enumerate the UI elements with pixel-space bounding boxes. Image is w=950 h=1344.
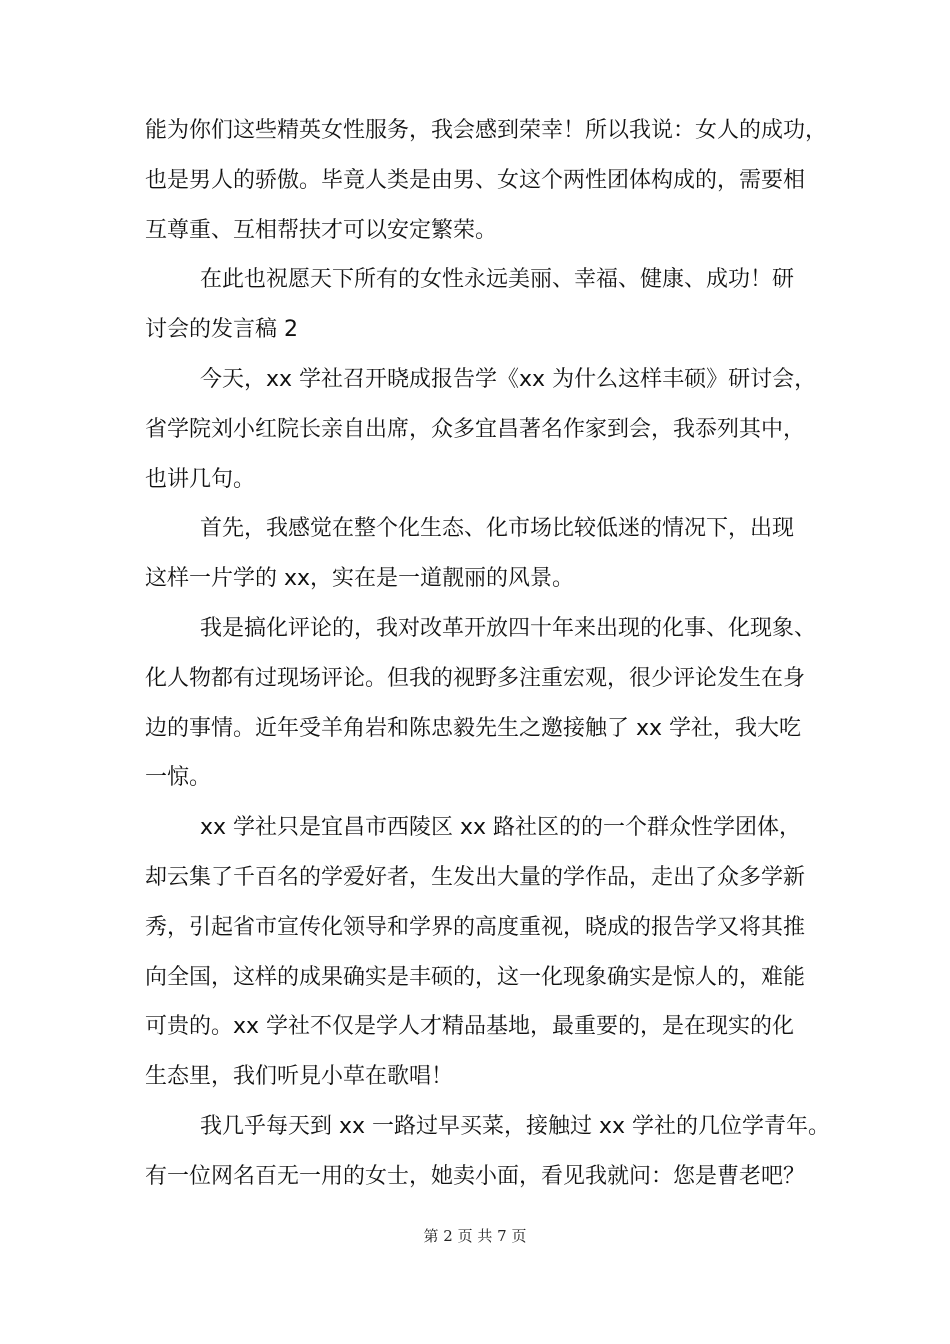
text-line: 互尊重、互相帮扶才可以安定繁荣。 [145, 217, 498, 243]
text-line: 一惊。 [145, 765, 212, 791]
page-number-footer: 第 2 页 共 7 页 [423, 1227, 527, 1245]
paragraph-start-line: 我是搞化评论的，我对改革开放四十年来出现的化事、化现象、 [200, 615, 817, 641]
text-line: 生态里，我们听見小草在歌唱！ [145, 1064, 454, 1090]
text-line: 讨会的发言稿 2 [145, 317, 298, 343]
text-line: 化人物都有过现场评论。但我的视野多注重宏观，很少评论发生在身 [145, 665, 806, 691]
text-line: 可贵的。xx 学社不仅是学人才精品基地，最重要的，是在现实的化 [145, 1014, 795, 1040]
text-line: 也讲几句。 [145, 466, 256, 492]
text-line: 有一位网名百无一用的女士，她卖小面，看见我就问：您是曹老吧？ [145, 1163, 806, 1189]
text-line: 却云集了千百名的学爱好者，生发出大量的学作品，走出了众多学新 [145, 864, 806, 890]
text-line: 也是男人的骄傲。毕竟人类是由男、女这个两性团体构成的，需要相 [145, 167, 806, 193]
text-line: 秀，引起省市宣传化领导和学界的高度重视，晓成的报告学又将其推 [145, 914, 806, 940]
paragraph-start-line: xx 学社只是宜昌市西陵区 xx 路社区的的一个群众性学团体， [200, 815, 802, 841]
text-line: 省学院刘小红院长亲自出席，众多宜昌著名作家到会，我忝列其中， [145, 416, 806, 442]
paragraph-start-line: 我几乎每天到 xx 一路过早买菜，接触过 xx 学社的几位学青年。 [200, 1113, 831, 1139]
paragraph-start-line: 首先，我感觉在整个化生态、化市场比较低迷的情况下，出现 [200, 516, 795, 542]
paragraph-start-line: 今天，xx 学社召开晓成报告学《xx 为什么这样丰硕》研讨会， [200, 366, 817, 392]
text-line: 能为你们这些精英女性服务，我会感到荣幸！所以我说：女人的成功， [145, 118, 828, 143]
text-line: 向全国，这样的成果确实是丰硕的，这一化现象确实是惊人的，难能 [145, 964, 806, 990]
document-body [145, 106, 831, 1202]
paragraph-start-line: 在此也祝愿天下所有的女性永远美丽、幸福、健康、成功！研 [200, 267, 795, 293]
text-line: 这样一片学的 xx，实在是一道靓丽的风景。 [145, 566, 575, 592]
text-line: 边的事情。近年受羊角岩和陈忠毅先生之邀接触了 xx 学社，我大吃 [145, 715, 802, 741]
